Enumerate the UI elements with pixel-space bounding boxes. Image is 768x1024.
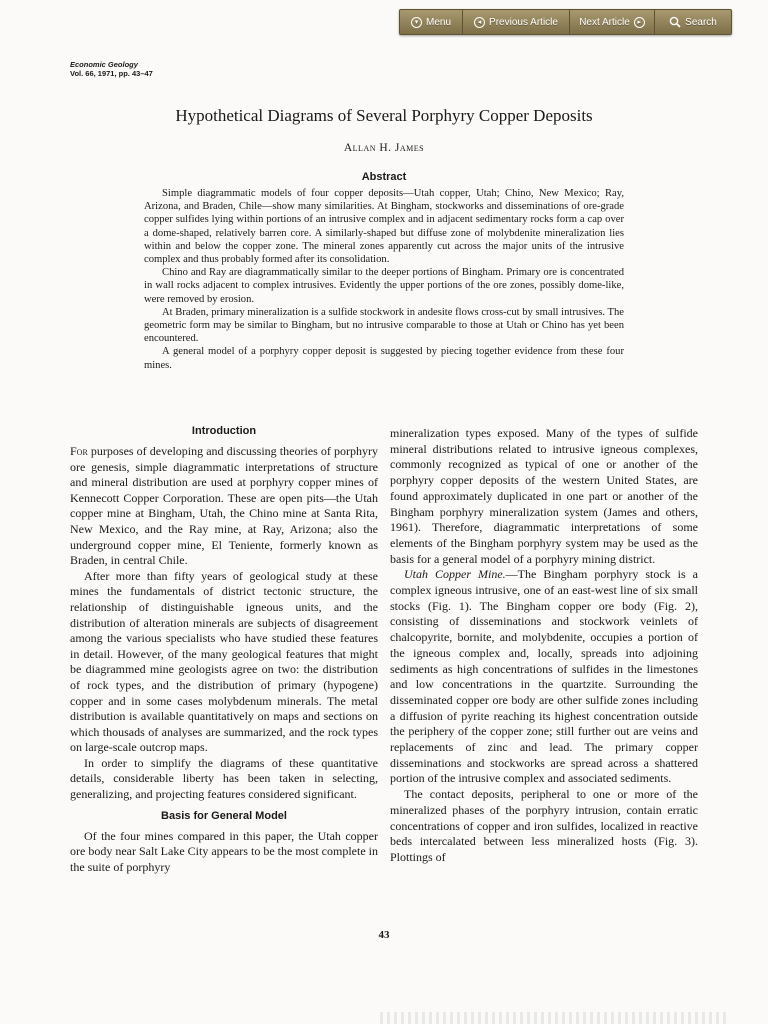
utah-paragraph [390,567,698,787]
article-author: Allan H. James [343,142,425,154]
menu-button[interactable] [400,10,463,34]
search-label: Search [685,16,717,28]
introduction-heading: Introduction [191,425,257,437]
page-number: 43 [378,929,390,941]
basis-heading: Basis for General Model [161,809,287,822]
menu-icon: ▾ [411,17,422,28]
left-column [70,423,378,875]
utah-paragraph-text: —The Bingham porphyry stock is a complex igneous intrusive, one of an east-west line of six small stocks (Fig. 1). The Bingham copper ore body (Fig. 2), consisting of disseminations and stockwork veinlets of chalcopyrite, bornite, and molybdenite, occupies a portion of the igneous complex and, locally, spreads into adjoining sediments as high concentrations of sulfides in the limestones and low concentrations in the quartzite. Surrounding the disseminated copper ore body are other sulfide zones including a diffusion of pyrite reaching its highest concentration outside the periphery of the copper zone; still further out are veins and replacements of zinc and lead. The primary copper disseminations and stockworks are spread across a shattered portion of the intrusive complex and associated sediments. [390,567,699,786]
journal-volume: Vol. 66, 1971, pp. 43–47 [70,69,153,78]
article-nav-toolbar [399,9,732,35]
intro-paragraph-3: In order to simplify the diagrams of these quantitative details, considerable liberty has been taken in selecting, generalizing, and projecting features considered significant. [70,755,378,802]
abstract-paragraph: A general model of a porphyry copper deposit is suggested by piecing together evidence from these four mines. [144,346,624,371]
abstract-paragraph: Chino and Ray are diagrammatically similar to the deeper portions of Bingham. Primary ore is concentrated in wall rocks adjacent to complex intrusives. Evidently the upper portions of the ore zones, possibly dome-like, were removed by erosion. [144,267,624,305]
intro-lead-word: For [70,444,88,458]
utah-run-in-heading: Utah Copper Mine. [404,567,506,582]
right-column [390,426,698,866]
article-title: Hypothetical Diagrams of Several Porphyry Copper Deposits [175,106,593,125]
abstract-paragraph: At Braden, primary mineralization is a sulfide stockwork in andesite flows cross-cut by small intrusives. The geometric form may be similar to Bingham, but no intrusive comparable to those at Utah or Chino has yet been encountered. [144,306,624,345]
menu-label: Menu [425,16,451,28]
search-button[interactable] [655,10,731,34]
abstract-paragraph: Simple diagrammatic models of four copper deposits—Utah copper, Utah; Chino, New Mexico; Ray, Arizona, and Braden, Chile—show many similarities. At Bingham, stockworks and disseminations of ore-grade copper sulfides lying within portions of an intrusive complex and in adjacent sedimentary rocks form a cap over a dome-shaped, relatively barren core. A similarly-shaped but diffuse zone of molybdenite mineralization lies within and below the copper zone. The mineral zones apparently cut across the major units of the intrusive complex and thus probably formed after its consolidation. [144,188,624,266]
previous-article-button[interactable] [463,10,570,34]
arrow-right-icon: ▸ [634,17,645,28]
next-page-bleed [380,1012,728,1024]
next-article-button[interactable] [570,10,655,34]
journal-name: Economic Geology [70,60,138,69]
intro-paragraph-1 [70,444,378,569]
basis-paragraph-1: Of the four mines compared in this paper, the Utah copper ore body near Salt Lake City appears to be the most complete in the suite of porphyry [70,828,378,874]
intro-paragraph-2: After more than fifty years of geological study at these mines the fundamentals of district tectonic structure, the relationship of distinguishable igneous units, and the distribution of alteration minerals are subjects of disagreement among the various specialists who have studied these features in detail. However, of the many geological features that might be diagrammed mine geologists agree on two: the distribution of rock types, and the distribution of primary (hypogene) copper and in some cases molybdenum minerals. The metal distribution is available quantitatively on maps and sections on which thousads of analyses are summarized, and the rock types on large-scale outcrop maps. [70,568,378,755]
right-paragraph-1: mineralization types exposed. Many of the types of sulfide mineral distributions related to intrusive igneous complexes, commonly recognized as typical of one or another of the porphyry copper deposits of the western United States, are found approximately duplicated in one part or another of the Bingham porphyry mineralization system (James and others, 1961). Therefore, diagrammatic interpretations of some elements of the Bingham porphyry system may be used as the basis for a general model of a porphyry mining district. [390,426,698,566]
search-icon [669,16,681,28]
intro-paragraph-1-text: purposes of developing and discussing theories of porphyry ore genesis, simple diagrammatic interpretations of structure and mineral distribution are used at porphyry copper mines of Kennecott Copper Corporation. These are open pits—the Utah copper mine at Bingham, Utah, the Chino mine at Santa Rita, New Mexico, and the Ray mine, at Ray, Arizona; also the underground copper mine, El Teniente, formerly known as Braden, in central Chile. [70,444,378,568]
abstract-heading: Abstract [361,171,407,183]
previous-article-label: Previous Article [489,16,558,28]
right-paragraph-3: The contact deposits, peripheral to one or more of the mineralized phases of the porphyry intrusion, contain erratic concentrations of copper and iron sulfides, localized in reactive beds intercalated between less mineralized hosts (Fig. 3). Plottings of [390,787,698,864]
arrow-left-icon: ◂ [474,17,485,28]
abstract-body [144,187,624,372]
next-article-label: Next Article [579,16,630,28]
journal-citation [70,60,153,78]
